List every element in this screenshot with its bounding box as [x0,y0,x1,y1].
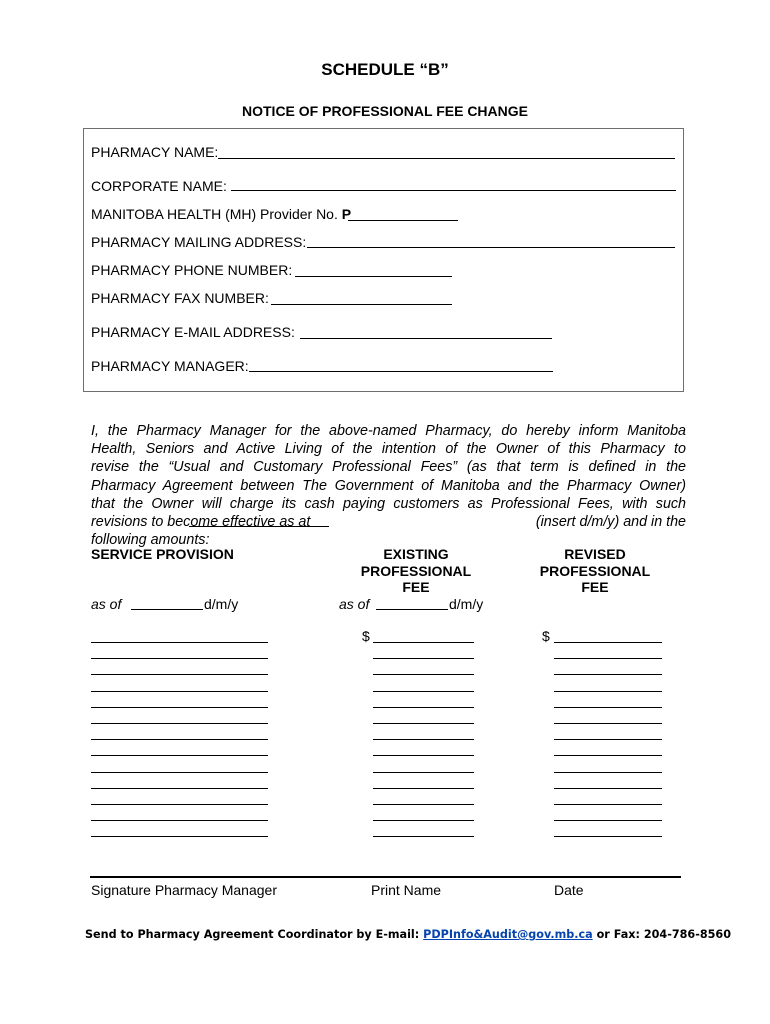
service-as-of-label: as of [91,596,122,612]
declaration-paragraph [91,422,686,549]
existing-fee-currency: $ [362,628,370,644]
existing-fee-line[interactable] [373,674,474,675]
footer-fax-number: 204-786-8560 [643,928,731,941]
header-line: PROFESSIONAL [360,562,472,579]
revised-fee-line[interactable] [554,820,662,821]
revised-fee-line[interactable] [554,836,662,837]
revised-fee-line[interactable] [554,691,662,692]
pharmacy-info-box [83,128,684,392]
existing-fee-line[interactable] [373,755,474,756]
declaration-line [91,513,686,531]
revised-fee-currency: $ [542,628,550,644]
existing-fee-line[interactable] [373,642,474,643]
header-line: REVISED [564,546,626,562]
existing-fee-line[interactable] [373,723,474,724]
existing-fee-line[interactable] [373,739,474,740]
footer-instructions [85,928,731,941]
print-name-label: Print Name [371,882,442,898]
service-provision-line[interactable] [91,788,268,789]
email-address-label: PHARMACY E-MAIL ADDRESS: [91,324,295,340]
service-provision-line[interactable] [91,836,268,837]
revised-fee-line[interactable] [554,804,662,805]
existing-fee-line[interactable] [373,788,474,789]
existing-as-of-date-field[interactable] [376,609,448,610]
provider-no-field[interactable] [348,220,458,221]
service-date-format: d/m/y [204,596,239,612]
declaration-line: Pharmacy Agreement between The Government of Manitoba and the Pharmacy Owner) [91,477,686,494]
header-line: FEE [581,579,609,595]
effective-date-text: revisions to become effective as at [91,514,311,531]
service-provision-line[interactable] [91,723,268,724]
corporate-name-label: CORPORATE NAME: [91,178,227,194]
effective-date-field[interactable] [189,526,329,527]
date-label: Date [554,882,584,898]
declaration-line: I, the Pharmacy Manager for the above-named Pharmacy, do hereby inform Manitoba [91,423,686,439]
fax-number-field[interactable] [271,304,452,305]
revised-fee-line[interactable] [554,755,662,756]
header-line: FEE [402,579,430,595]
mailing-address-field[interactable] [307,247,675,248]
existing-fee-line[interactable] [373,804,474,805]
existing-fee-line[interactable] [373,772,474,773]
service-provision-line[interactable] [91,691,268,692]
existing-fee-header [336,546,496,596]
header-line: EXISTING [383,546,449,562]
footer-send-text: Send to Pharmacy Agreement Coordinator by E-mail: [85,928,420,941]
revised-fee-line[interactable] [554,707,662,708]
existing-as-of-label: as of [339,596,370,612]
revised-fee-line[interactable] [554,674,662,675]
existing-fee-line[interactable] [373,820,474,821]
manager-field[interactable] [249,371,553,372]
service-as-of-date-field[interactable] [131,609,203,610]
declaration-line: following amounts: [91,532,210,549]
revised-fee-line[interactable] [554,739,662,740]
page-subtitle: NOTICE OF PROFESSIONAL FEE CHANGE [242,103,528,119]
service-provision-line[interactable] [91,739,268,740]
revised-fee-line[interactable] [554,658,662,659]
manager-label: PHARMACY MANAGER: [91,358,249,374]
header-line: PROFESSIONAL [539,562,651,579]
insert-date-text: (insert d/m/y) and in the [535,514,686,531]
existing-date-format: d/m/y [449,596,484,612]
declaration-line: that the Owner will charge its cash paying customers as Professional Fees, with such [91,495,686,512]
footer-fax-text: or Fax: [596,928,640,941]
service-provision-line[interactable] [91,804,268,805]
mailing-address-label: PHARMACY MAILING ADDRESS: [91,234,307,250]
service-provision-line[interactable] [91,642,268,643]
service-provision-line[interactable] [91,772,268,773]
provider-no-text: MANITOBA HEALTH (MH) Provider No. [91,206,338,222]
revised-fee-header [515,546,675,596]
existing-fee-line[interactable] [373,707,474,708]
revised-fee-line[interactable] [554,642,662,643]
service-provision-line[interactable] [91,658,268,659]
declaration-line: revise the “Usual and Customary Professional Fees” (as that term is defined in the [91,459,686,476]
fax-number-label: PHARMACY FAX NUMBER: [91,290,269,306]
phone-number-field[interactable] [295,276,452,277]
service-provision-line[interactable] [91,755,268,756]
footer-email-link[interactable]: PDPInfo&Audit@gov.mb.ca [423,928,593,941]
revised-fee-line[interactable] [554,723,662,724]
phone-number-label: PHARMACY PHONE NUMBER: [91,262,293,278]
provider-prefix: P [341,206,352,222]
existing-fee-line[interactable] [373,836,474,837]
service-provision-line[interactable] [91,674,268,675]
service-provision-line[interactable] [91,820,268,821]
provider-no-label [91,206,351,222]
corporate-name-field[interactable] [231,190,676,191]
email-address-field[interactable] [300,338,552,339]
existing-fee-line[interactable] [373,658,474,659]
revised-fee-line[interactable] [554,788,662,789]
signature-line[interactable] [90,876,681,878]
declaration-line: Health, Seniors and Active Living of the intention of the Owner of this Pharmacy to [91,441,686,458]
revised-fee-line[interactable] [554,772,662,773]
signature-label: Signature Pharmacy Manager [91,882,277,898]
existing-fee-line[interactable] [373,691,474,692]
pharmacy-name-label: PHARMACY NAME: [91,144,219,160]
page-title: SCHEDULE “B” [321,60,449,79]
service-provision-header: SERVICE PROVISION [91,546,234,562]
service-provision-line[interactable] [91,707,268,708]
pharmacy-name-field[interactable] [218,158,675,159]
